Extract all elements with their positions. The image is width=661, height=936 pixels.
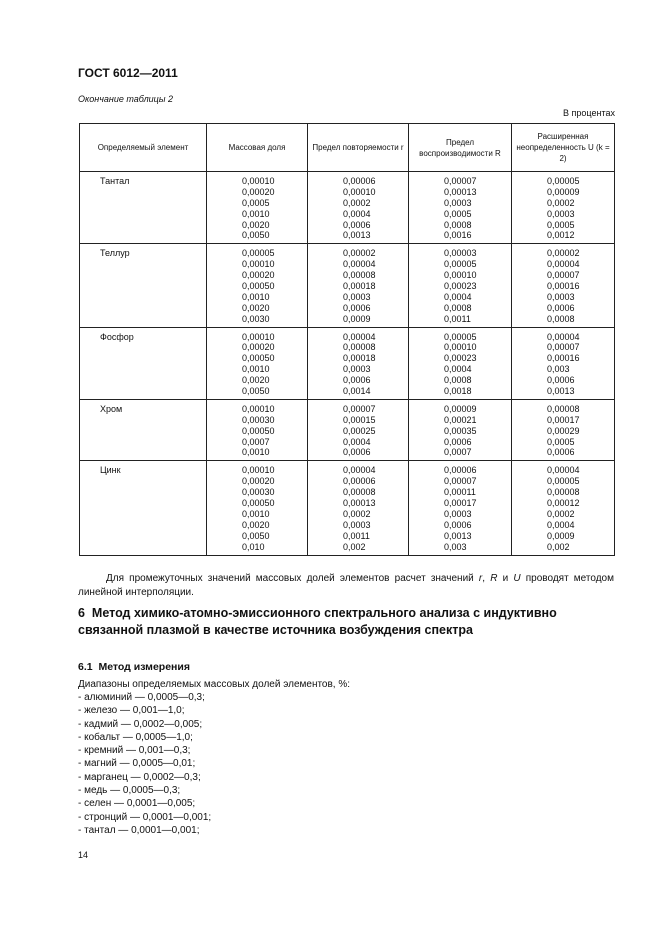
cell-value: 0,0002 <box>547 508 575 519</box>
note-var-U: U <box>513 573 521 584</box>
cell-value: 0,00020 <box>242 270 275 281</box>
cell-value: 0,00010 <box>242 403 275 414</box>
cell-value: 0,00007 <box>444 176 477 186</box>
table-row <box>80 399 615 460</box>
cell-value: 0,0013 <box>547 386 575 397</box>
cell-value: 0,0006 <box>343 375 371 386</box>
cell-value: 0,00010 <box>444 342 477 353</box>
table-row <box>80 172 615 244</box>
element-name-cell: Тантал <box>80 172 207 244</box>
cell-value: 0,0010 <box>242 291 270 302</box>
cell-value: 0,00015 <box>343 414 376 425</box>
cell-value: 0,00050 <box>242 425 275 436</box>
cell-value: 0,0006 <box>547 375 575 386</box>
interpolation-note <box>78 572 614 600</box>
cell-value: 0,00023 <box>444 353 477 364</box>
cell-value: 0,0004 <box>444 364 472 375</box>
value-cell-r-reproducibility <box>409 461 512 555</box>
value-cell-mass <box>207 399 308 460</box>
cell-value: 0,00004 <box>343 465 376 476</box>
cell-value: 0,0030 <box>242 313 270 324</box>
value-cell-r <box>308 172 409 244</box>
page-number: 14 <box>78 850 89 860</box>
value-cell-u <box>512 244 615 327</box>
section-heading <box>78 605 608 638</box>
cell-value: 0,0002 <box>547 197 575 208</box>
cell-value: 0,00006 <box>444 465 477 476</box>
cell-value: 0,00005 <box>547 476 580 487</box>
cell-value: 0,0002 <box>343 197 371 208</box>
value-cell-r-reproducibility <box>409 244 512 327</box>
note-text-1: Для промежуточных значений массовых долей элементов расчет значений <box>106 573 479 584</box>
ranges-list <box>78 691 211 837</box>
cell-value: 0,00010 <box>242 331 275 342</box>
note-sep-2: и <box>497 573 514 584</box>
cell-value: 0,0006 <box>547 447 575 458</box>
cell-value: 0,00008 <box>547 403 580 414</box>
value-cell-u <box>512 327 615 399</box>
cell-value: 0,003 <box>547 364 570 375</box>
header-element: Определяемый элемент <box>80 124 207 172</box>
cell-value: 0,00010 <box>242 465 275 476</box>
cell-value: 0,00016 <box>547 281 580 292</box>
cell-value: 0,00030 <box>242 414 275 425</box>
table-caption: Окончание таблицы 2 <box>78 94 173 104</box>
cell-value: 0,0003 <box>343 291 371 302</box>
table-header-row <box>80 124 615 172</box>
cell-value: 0,0004 <box>343 208 371 219</box>
cell-value: 0,00008 <box>343 342 376 353</box>
cell-value: 0,00005 <box>444 259 477 270</box>
cell-value: 0,00008 <box>343 487 376 498</box>
cell-value: 0,0020 <box>242 519 270 530</box>
cell-value: 0,00013 <box>343 498 376 509</box>
ranges-intro: Диапазоны определяемых массовых долей элементов, %: <box>78 679 351 690</box>
list-item: - марганец — 0,0002—0,3; <box>78 771 201 783</box>
cell-value: 0,0008 <box>444 219 472 230</box>
header-uncertainty: Расширенная неопределенность U (k = 2) <box>512 124 615 172</box>
list-item: - стронций — 0,0001—0,001; <box>78 811 212 823</box>
cell-value: 0,0010 <box>242 364 270 375</box>
list-item: - магний — 0,0005—0,01; <box>78 758 196 770</box>
list-item: - алюминий — 0,0005—0,3; <box>78 692 205 703</box>
cell-value: 0,00004 <box>343 259 376 270</box>
list-item: - кремний — 0,001—0,3; <box>78 745 191 757</box>
value-cell-mass <box>207 244 308 327</box>
list-item: - медь — 0,0005—0,3; <box>78 785 181 797</box>
cell-value: 0,0018 <box>444 386 472 397</box>
note-text-2: проводят методом линейной интерполяции. <box>78 573 614 598</box>
cell-value: 0,00025 <box>343 425 376 436</box>
cell-value: 0,0004 <box>444 291 472 302</box>
value-cell-r <box>308 399 409 460</box>
cell-value: 0,00050 <box>242 498 275 509</box>
list-item: - железо — 0,001—1,0; <box>78 705 185 717</box>
cell-value: 0,0003 <box>343 364 371 375</box>
cell-value: 0,0050 <box>242 530 270 541</box>
cell-value: 0,0005 <box>444 208 472 219</box>
cell-value: 0,00021 <box>444 414 477 425</box>
note-sep-1: , <box>482 573 491 584</box>
cell-value: 0,00017 <box>547 414 580 425</box>
cell-value: 0,00035 <box>444 425 477 436</box>
list-item: - селен — 0,0001—0,005; <box>78 798 196 810</box>
cell-value: 0,00003 <box>444 248 477 259</box>
cell-value: 0,00012 <box>547 498 580 509</box>
cell-value: 0,0006 <box>444 436 472 447</box>
cell-value: 0,0008 <box>444 375 472 386</box>
subsection-number: 6.1 <box>78 661 93 673</box>
cell-value: 0,0002 <box>343 508 371 519</box>
note-var-R: R <box>490 573 498 584</box>
cell-value: 0,0006 <box>343 219 371 230</box>
cell-value: 0,00018 <box>343 353 376 364</box>
cell-value: 0,0013 <box>444 530 472 541</box>
cell-value: 0,00010 <box>343 186 376 197</box>
cell-value: 0,0020 <box>242 302 270 313</box>
cell-value: 0,003 <box>444 541 467 552</box>
cell-value: 0,00005 <box>444 331 477 342</box>
cell-value: 0,0014 <box>343 386 371 397</box>
element-name-cell: Цинк <box>80 461 207 555</box>
cell-value: 0,00007 <box>343 403 376 414</box>
cell-value: 0,00010 <box>444 270 477 281</box>
value-cell-r <box>308 244 409 327</box>
cell-value: 0,010 <box>242 541 265 552</box>
cell-value: 0,0004 <box>343 436 371 447</box>
cell-value: 0,00004 <box>547 259 580 270</box>
cell-value: 0,0013 <box>343 230 371 241</box>
value-cell-r-reproducibility <box>409 172 512 244</box>
element-name-cell: Теллур <box>80 244 207 327</box>
cell-value: 0,00007 <box>547 342 580 353</box>
cell-value: 0,0007 <box>444 447 472 458</box>
cell-value: 0,00020 <box>242 342 275 353</box>
element-name-cell: Хром <box>80 399 207 460</box>
cell-value: 0,0008 <box>547 313 575 324</box>
table-row <box>80 327 615 399</box>
table-units: В процентах <box>563 108 615 118</box>
cell-value: 0,0003 <box>547 291 575 302</box>
precision-table <box>79 123 615 556</box>
cell-value: 0,0010 <box>242 508 270 519</box>
cell-value: 0,00002 <box>343 248 376 259</box>
cell-value: 0,00004 <box>547 331 580 342</box>
cell-value: 0,00007 <box>444 476 477 487</box>
value-cell-mass <box>207 327 308 399</box>
cell-value: 0,00005 <box>547 176 580 186</box>
cell-value: 0,0004 <box>547 519 575 530</box>
cell-value: 0,00017 <box>444 498 477 509</box>
cell-value: 0,00005 <box>242 248 275 259</box>
value-cell-u <box>512 461 615 555</box>
header-repeatability: Предел повторяемости r <box>308 124 409 172</box>
cell-value: 0,00018 <box>343 281 376 292</box>
cell-value: 0,0009 <box>547 530 575 541</box>
cell-value: 0,0006 <box>343 302 371 313</box>
cell-value: 0,0006 <box>444 519 472 530</box>
table-row <box>80 244 615 327</box>
cell-value: 0,0005 <box>242 197 270 208</box>
section-number: 6 <box>78 606 85 620</box>
cell-value: 0,0011 <box>444 313 471 324</box>
document-standard-header: ГОСТ 6012—2011 <box>78 66 178 80</box>
cell-value: 0,00029 <box>547 425 580 436</box>
cell-value: 0,0020 <box>242 375 270 386</box>
cell-value: 0,00020 <box>242 186 275 197</box>
cell-value: 0,00016 <box>547 353 580 364</box>
cell-value: 0,0009 <box>343 313 371 324</box>
table-body <box>80 172 615 556</box>
cell-value: 0,0005 <box>547 436 575 447</box>
cell-value: 0,00006 <box>343 476 376 487</box>
cell-value: 0,00013 <box>444 186 477 197</box>
header-mass-fraction: Массовая доля <box>207 124 308 172</box>
cell-value: 0,0016 <box>444 230 472 241</box>
cell-value: 0,00008 <box>343 270 376 281</box>
value-cell-u <box>512 399 615 460</box>
subsection-title: Метод измерения <box>98 661 190 673</box>
cell-value: 0,00050 <box>242 281 275 292</box>
cell-value: 0,00009 <box>444 403 477 414</box>
cell-value: 0,00010 <box>242 176 275 186</box>
note-var-r: r <box>478 573 483 584</box>
list-item: - кобальт — 0,0005—1,0; <box>78 731 193 743</box>
value-cell-u <box>512 172 615 244</box>
value-cell-r-reproducibility <box>409 327 512 399</box>
cell-value: 0,0020 <box>242 219 270 230</box>
cell-value: 0,00008 <box>547 487 580 498</box>
cell-value: 0,00002 <box>547 248 580 259</box>
cell-value: 0,0007 <box>242 436 270 447</box>
table-row <box>80 461 615 555</box>
cell-value: 0,0005 <box>547 219 575 230</box>
cell-value: 0,002 <box>343 541 366 552</box>
header-reproducibility: Предел воспроизводимости R <box>409 124 512 172</box>
cell-value: 0,0003 <box>547 208 575 219</box>
cell-value: 0,0010 <box>242 208 270 219</box>
cell-value: 0,0006 <box>343 447 371 458</box>
value-cell-r <box>308 461 409 555</box>
cell-value: 0,00030 <box>242 487 275 498</box>
value-cell-mass <box>207 172 308 244</box>
subsection-heading <box>78 661 190 673</box>
cell-value: 0,00010 <box>242 259 275 270</box>
cell-value: 0,0003 <box>444 197 472 208</box>
cell-value: 0,00004 <box>343 331 376 342</box>
cell-value: 0,00023 <box>444 281 477 292</box>
cell-value: 0,00011 <box>444 487 476 498</box>
cell-value: 0,0003 <box>444 508 472 519</box>
value-cell-r <box>308 327 409 399</box>
cell-value: 0,0008 <box>444 302 472 313</box>
cell-value: 0,0003 <box>343 519 371 530</box>
cell-value: 0,00007 <box>547 270 580 281</box>
cell-value: 0,0006 <box>547 302 575 313</box>
value-cell-r-reproducibility <box>409 399 512 460</box>
cell-value: 0,00006 <box>343 176 376 186</box>
cell-value: 0,0012 <box>547 230 575 241</box>
cell-value: 0,002 <box>547 541 570 552</box>
element-name-cell: Фосфор <box>80 327 207 399</box>
cell-value: 0,00020 <box>242 476 275 487</box>
section-title: Метод химико-атомно-эмиссионного спектрального анализа с индуктивно связанной плазмой в качестве источника возбуждения спектра <box>78 606 557 637</box>
cell-value: 0,00004 <box>547 465 580 476</box>
value-cell-mass <box>207 461 308 555</box>
cell-value: 0,0010 <box>242 447 270 458</box>
cell-value: 0,0011 <box>343 530 370 541</box>
cell-value: 0,00050 <box>242 353 275 364</box>
cell-value: 0,0050 <box>242 230 270 241</box>
cell-value: 0,00009 <box>547 186 580 197</box>
cell-value: 0,0050 <box>242 386 270 397</box>
list-item: - кадмий — 0,0002—0,005; <box>78 718 203 730</box>
list-item: - тантал — 0,0001—0,001; <box>78 824 200 836</box>
